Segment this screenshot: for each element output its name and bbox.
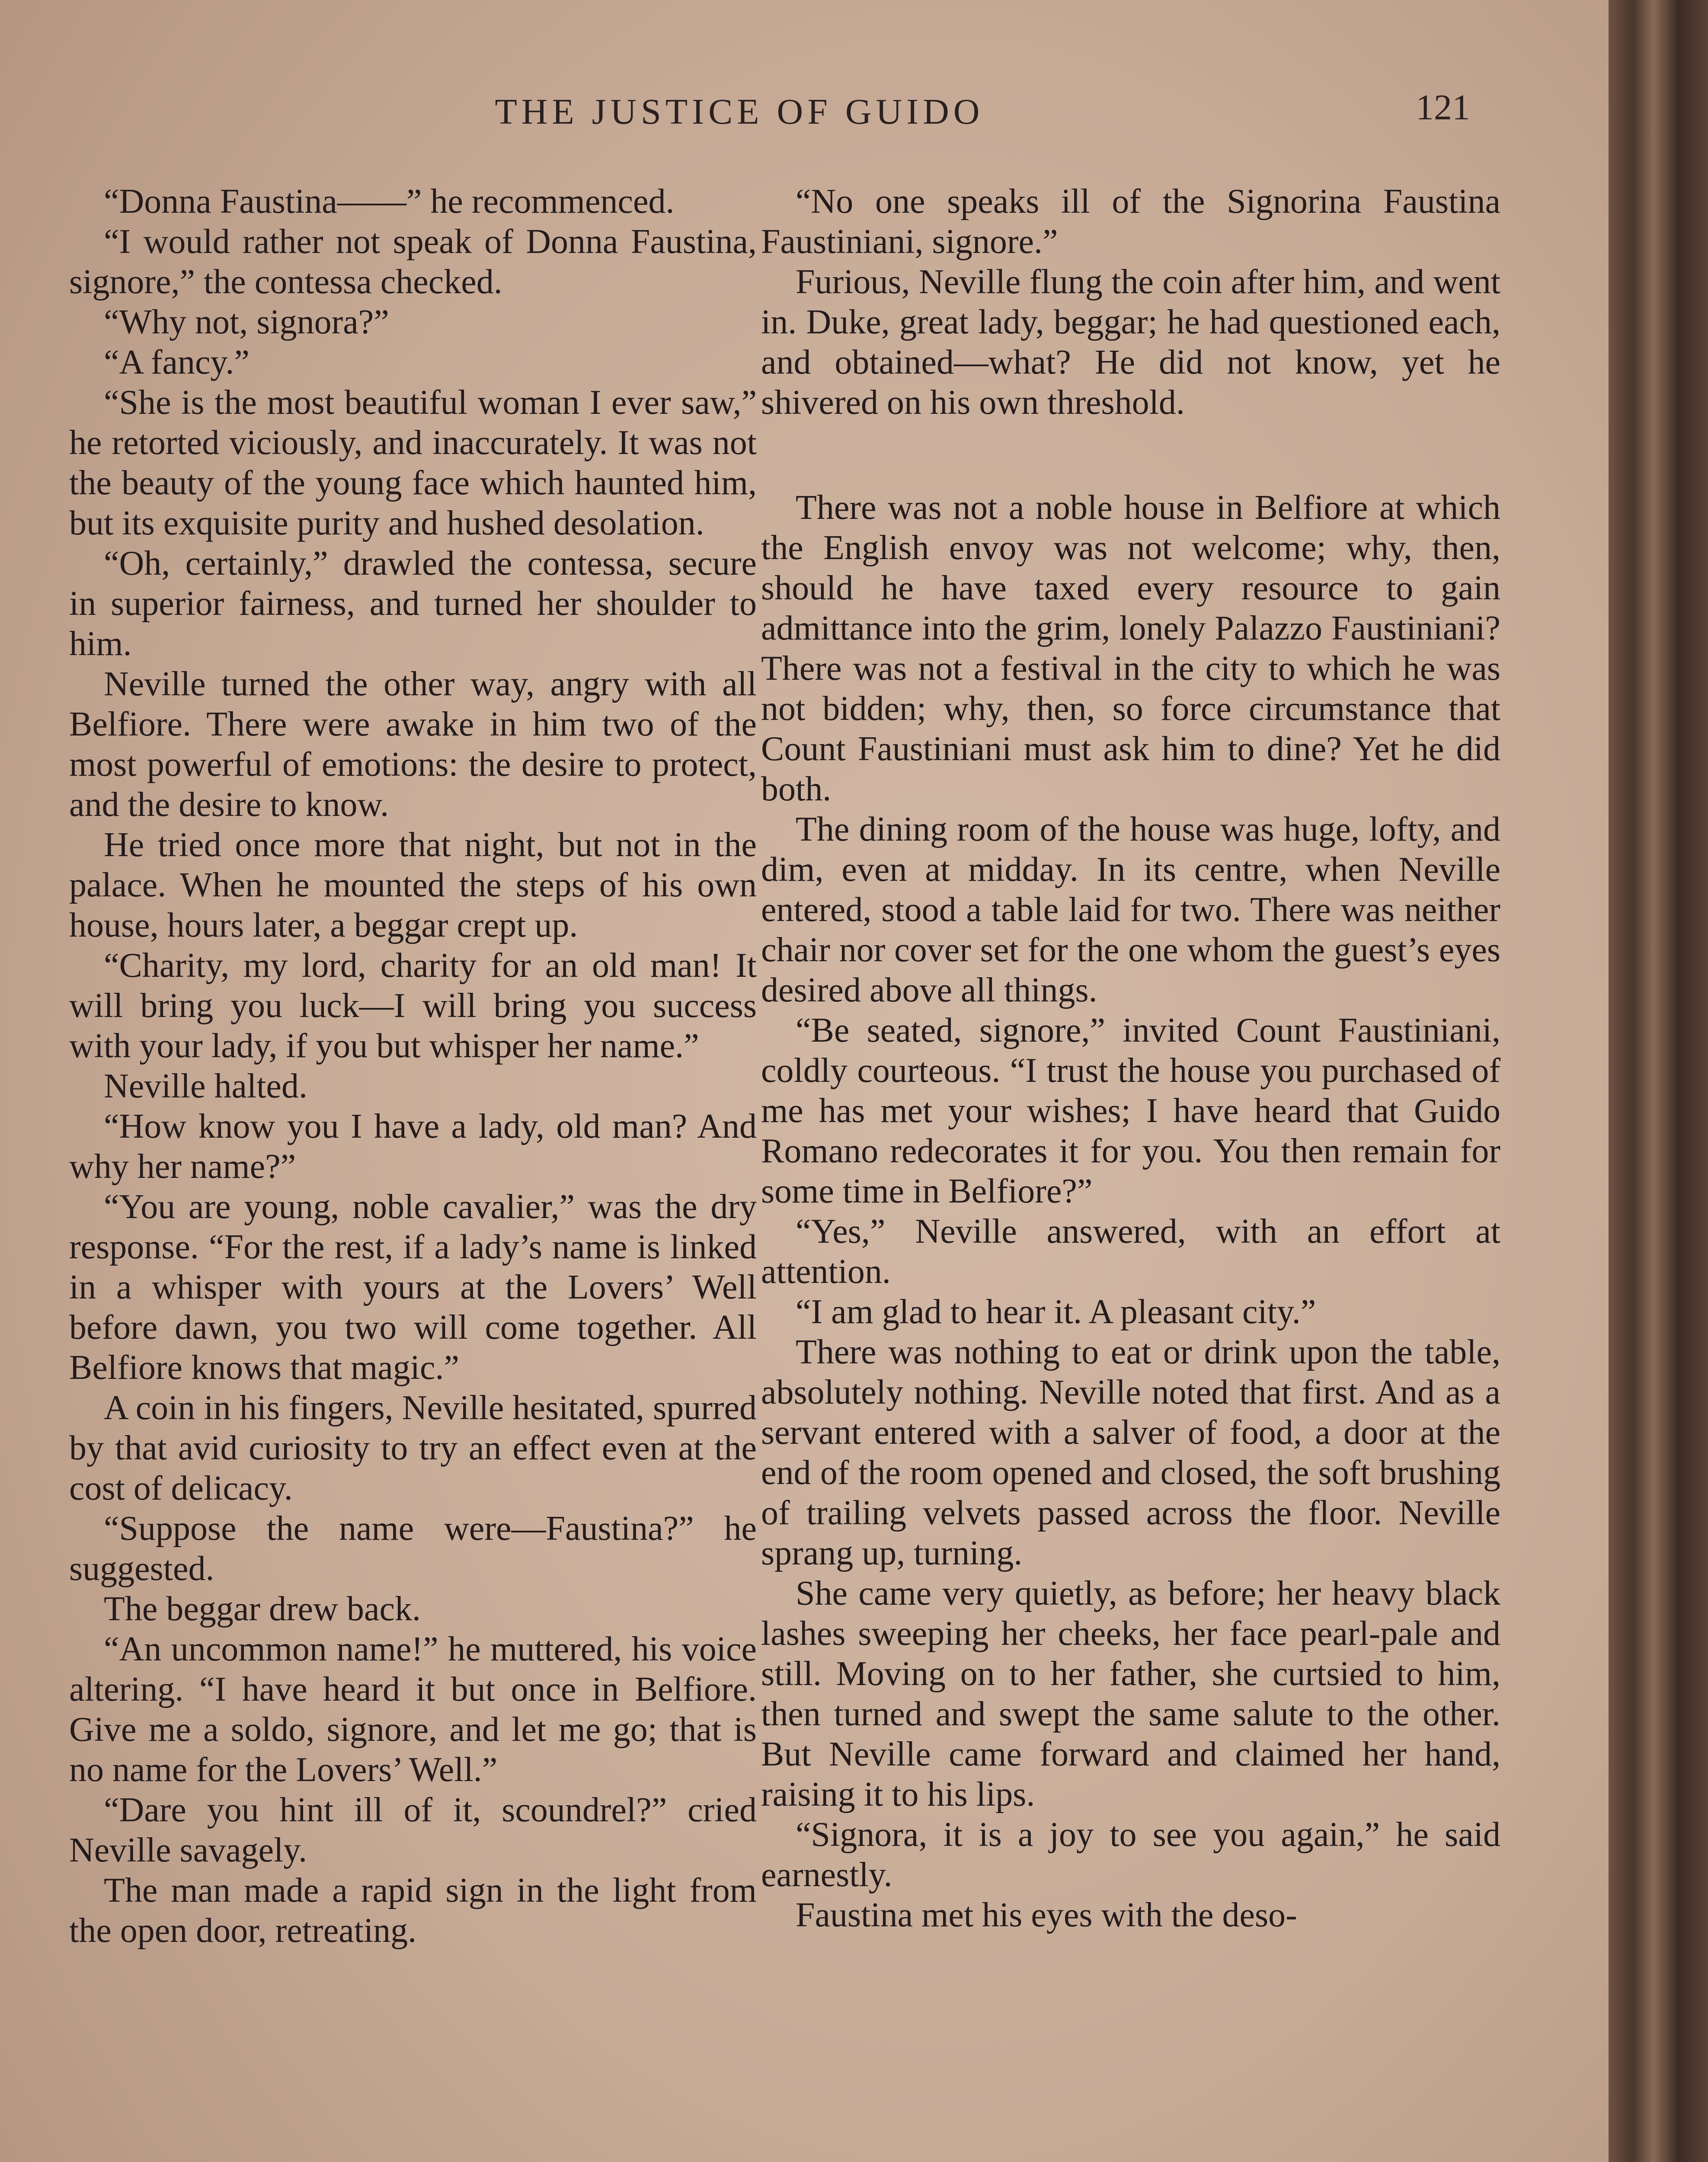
paragraph: The beggar drew back.: [104, 1590, 421, 1628]
book-spine: [1609, 0, 1708, 2162]
paragraph: “She is the most beautiful woman I ever saw,” he retorted viciously, and inaccurately. It was not the beauty of the young face which haunted him, but its exquisite purity and hushed desolation.: [69, 384, 757, 542]
paragraph: “Donna Faustina——” he recommenced.: [104, 182, 675, 221]
paragraph: “You are young, noble cavalier,” was the dry response. “For the rest, if a lady’s name is linked in a whisper with yours at the Lovers’ Well before dawn, you two will come together. All Belfiore knows that magic.”: [69, 1188, 757, 1387]
paragraph: There was not a noble house in Belfiore at which the English envoy was not welcome; why, then, should he have taxed every resource to gain admittance into the grim, lonely Palazzo Faustiniani? There was not a festival in the city to which he was not bidden; why, then, so force circumstance that Count Faustiniani must ask him to dine? Yet he did both.: [761, 489, 1500, 808]
paragraph: “Why not, signora?”: [104, 303, 389, 341]
paragraph: “Yes,” Neville answered, with an effort at attention.: [761, 1212, 1500, 1291]
paragraph: The dining room of the house was huge, lofty, and dim, even at midday. In its centre, when Neville entered, stood a table laid for two. There was neither chair nor cover set for the one whom the guest’s eyes desired above all things.: [761, 810, 1500, 1009]
running-header: THE JUSTICE OF GUIDO: [495, 92, 984, 132]
paragraph: “Signora, it is a joy to see you again,” he said earnestly.: [761, 1816, 1500, 1894]
paragraph: She came very quietly, as before; her heavy black lashes sweeping her cheeks, her face pearl-pale and still. Moving on to her father, she curtsied to him, then turned and swept the same salute to the other. But Neville came forward and claimed her hand, raising it to his lips.: [761, 1574, 1500, 1813]
paragraph: There was nothing to eat or drink upon the table, absolutely nothing. Neville noted that first. And as a servant entered with a salver of food, a door at the end of the room opened and closed, the soft brushing of trailing velvets passed across the floor. Neville sprang up, turning.: [761, 1333, 1500, 1572]
paragraph: “A fancy.”: [104, 343, 249, 381]
paragraph: “How know you I have a lady, old man? And why her name?”: [69, 1107, 757, 1186]
page-number: 121: [1416, 87, 1470, 128]
paragraph: “I am glad to hear it. A pleasant city.”: [796, 1293, 1316, 1331]
right-column: [761, 182, 1500, 1935]
paragraph: “No one speaks ill of the Signorina Faustina Faustiniani, signore.”: [761, 182, 1500, 261]
paragraph: “Oh, certainly,” drawled the contessa, secure in superior fairness, and turned her shoulder to him.: [69, 544, 757, 663]
paragraph: “I would rather not speak of Donna Faustina, signore,” the contessa checked.: [69, 223, 757, 301]
paragraph: Neville halted.: [104, 1067, 307, 1105]
paragraph: Faustina met his eyes with the deso-: [796, 1896, 1297, 1934]
paragraph: Neville turned the other way, angry with all Belfiore. There were awake in him two of the most powerful of emotions: the desire to protect, and the desire to know.: [69, 665, 757, 824]
paragraph: A coin in his fingers, Neville hesitated, spurred by that avid curiosity to try an effect even at the cost of delicacy.: [69, 1389, 757, 1507]
paragraph: “Be seated, signore,” invited Count Faustiniani, coldly courteous. “I trust the house you purchased of me has met your wishes; I have heard that Guido Romano redecorates it for you. You then remain for some time in Belfiore?”: [761, 1011, 1500, 1210]
paragraph: “Charity, my lord, charity for an old man! It will bring you luck—I will bring you success with your lady, if you but whisper her name.”: [69, 947, 757, 1065]
paragraph: Furious, Neville flung the coin after him, and went in. Duke, great lady, beggar; he had questioned each, and obtained—what? He did not know, yet he shivered on his own threshold.: [761, 263, 1500, 422]
paragraph: The man made a rapid sign in the light from the open door, retreating.: [69, 1871, 757, 1950]
paragraph: “Dare you hint ill of it, scoundrel?” cried Neville savagely.: [69, 1791, 757, 1869]
paragraph: “Suppose the name were—Faustina?” he suggested.: [69, 1510, 757, 1588]
paragraph: He tried once more that night, but not in the palace. When he mounted the steps of his own house, hours later, a beggar crept up.: [69, 826, 757, 944]
left-column: [69, 182, 757, 1951]
paragraph: “An uncommon name!” he muttered, his voice altering. “I have heard it but once in Belfiore. Give me a soldo, signore, and let me go; that is no name for the Lovers’ Well.”: [69, 1630, 757, 1789]
